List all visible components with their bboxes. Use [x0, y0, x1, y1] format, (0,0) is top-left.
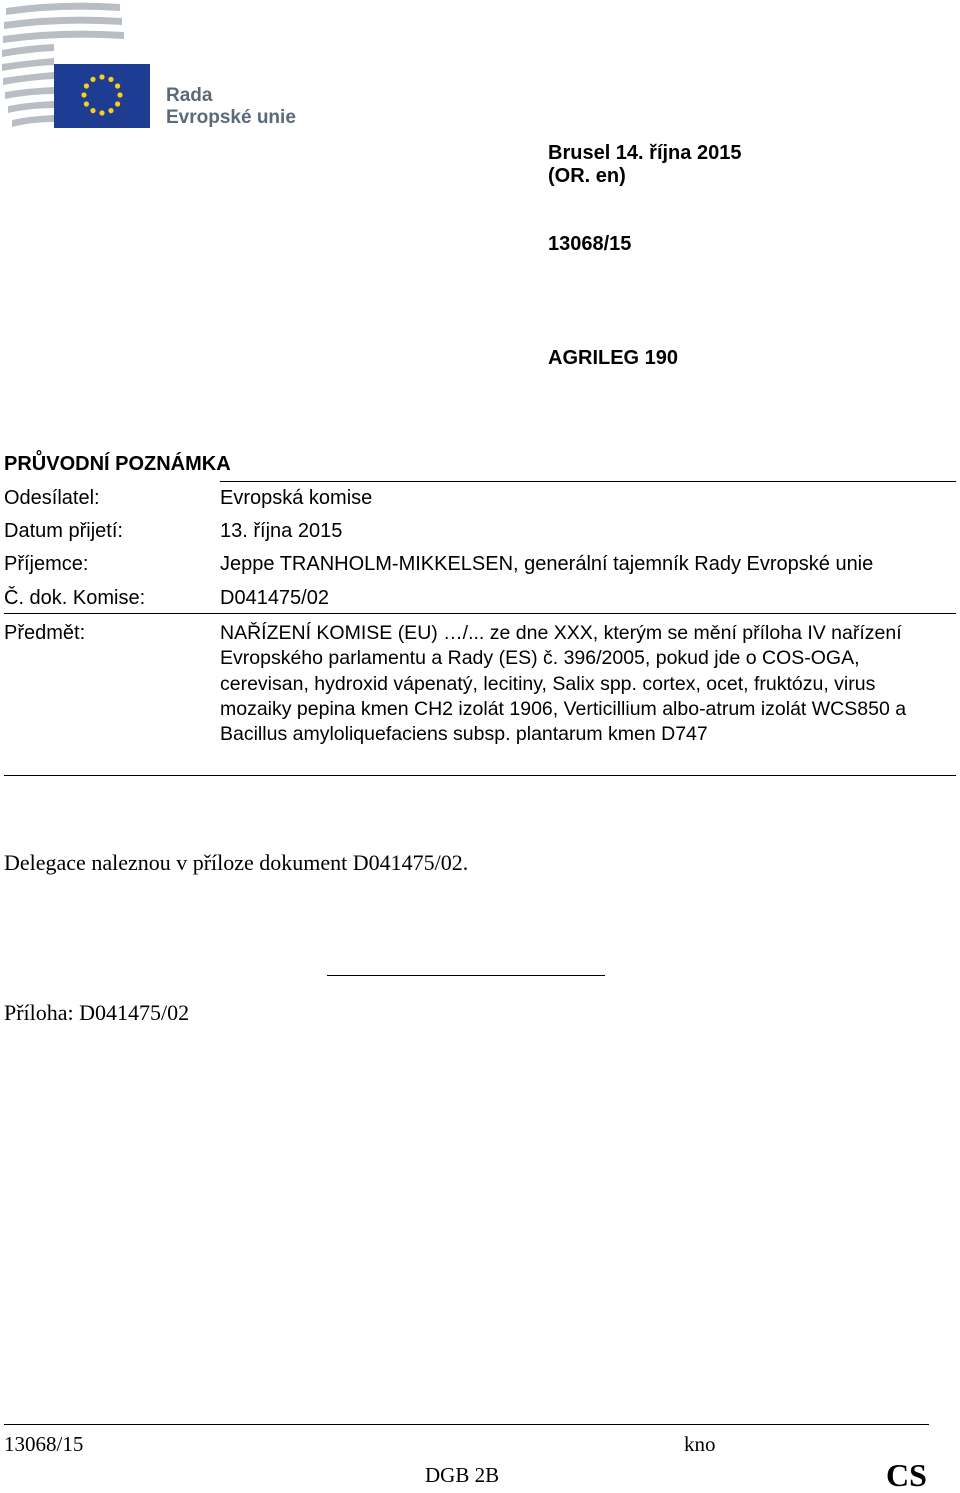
subject-value: NAŘÍZENÍ KOMISE (EU) …/... ze dne XXX, kterým se mění příloha IV nařízení Evropského parlamentu a Rady (ES) č. 396/2005, pokud jde o COS-OGA, cerevisan, hydroxid vápenatý, lecitiny, Salix spp. cortex, ocet, fruktózu, virus mozaiky pepina kmen CH2 izolát 1906, Verticillium albo-atrum izolát WCS850 a Bacillus amyloliquefaciens subsp. plantarum kmen D747 [220, 622, 907, 746]
recipient-label: Příjemce: [4, 553, 89, 575]
separator-rule [327, 975, 605, 976]
org-name-line2: Evropské unie [166, 107, 296, 128]
footer-language: CS [886, 1457, 927, 1493]
doc-number: 13068/15 [548, 233, 632, 255]
received-label: Datum přijetí: [4, 520, 123, 542]
footer-rule [4, 1424, 929, 1425]
original-language: (OR. en) [548, 165, 626, 187]
place-date: Brusel 14. října 2015 [548, 142, 742, 164]
table-top-rule [220, 481, 956, 482]
org-name-line1: Rada [166, 85, 213, 106]
sender-label: Odesílatel: [4, 487, 100, 509]
interinstitutional-code: AGRILEG 190 [548, 347, 679, 369]
footer-department: DGB 2B [425, 1463, 500, 1487]
subject-label: Předmět: [4, 622, 86, 644]
received-value: 13. října 2015 [220, 520, 343, 542]
eu-flag [54, 64, 150, 128]
attachment-line: Příloha: D041475/02 [4, 1000, 190, 1025]
table-bottom-rule [4, 775, 956, 776]
footer-initials: kno [684, 1432, 716, 1456]
recipient-value: Jeppe TRANHOLM-MIKKELSEN, generální tajemník Rady Evropské unie [220, 553, 874, 575]
sender-value: Evropská komise [220, 487, 373, 509]
subject-top-rule [4, 613, 956, 614]
body-text: Delegace naleznou v příloze dokument D041475/02. [4, 850, 469, 875]
commission-doc-value: D041475/02 [220, 587, 329, 609]
commission-doc-label: Č. dok. Komise: [4, 587, 146, 609]
footer-doc-number: 13068/15 [4, 1432, 84, 1456]
note-title: PRŮVODNÍ POZNÁMKA [4, 453, 231, 475]
